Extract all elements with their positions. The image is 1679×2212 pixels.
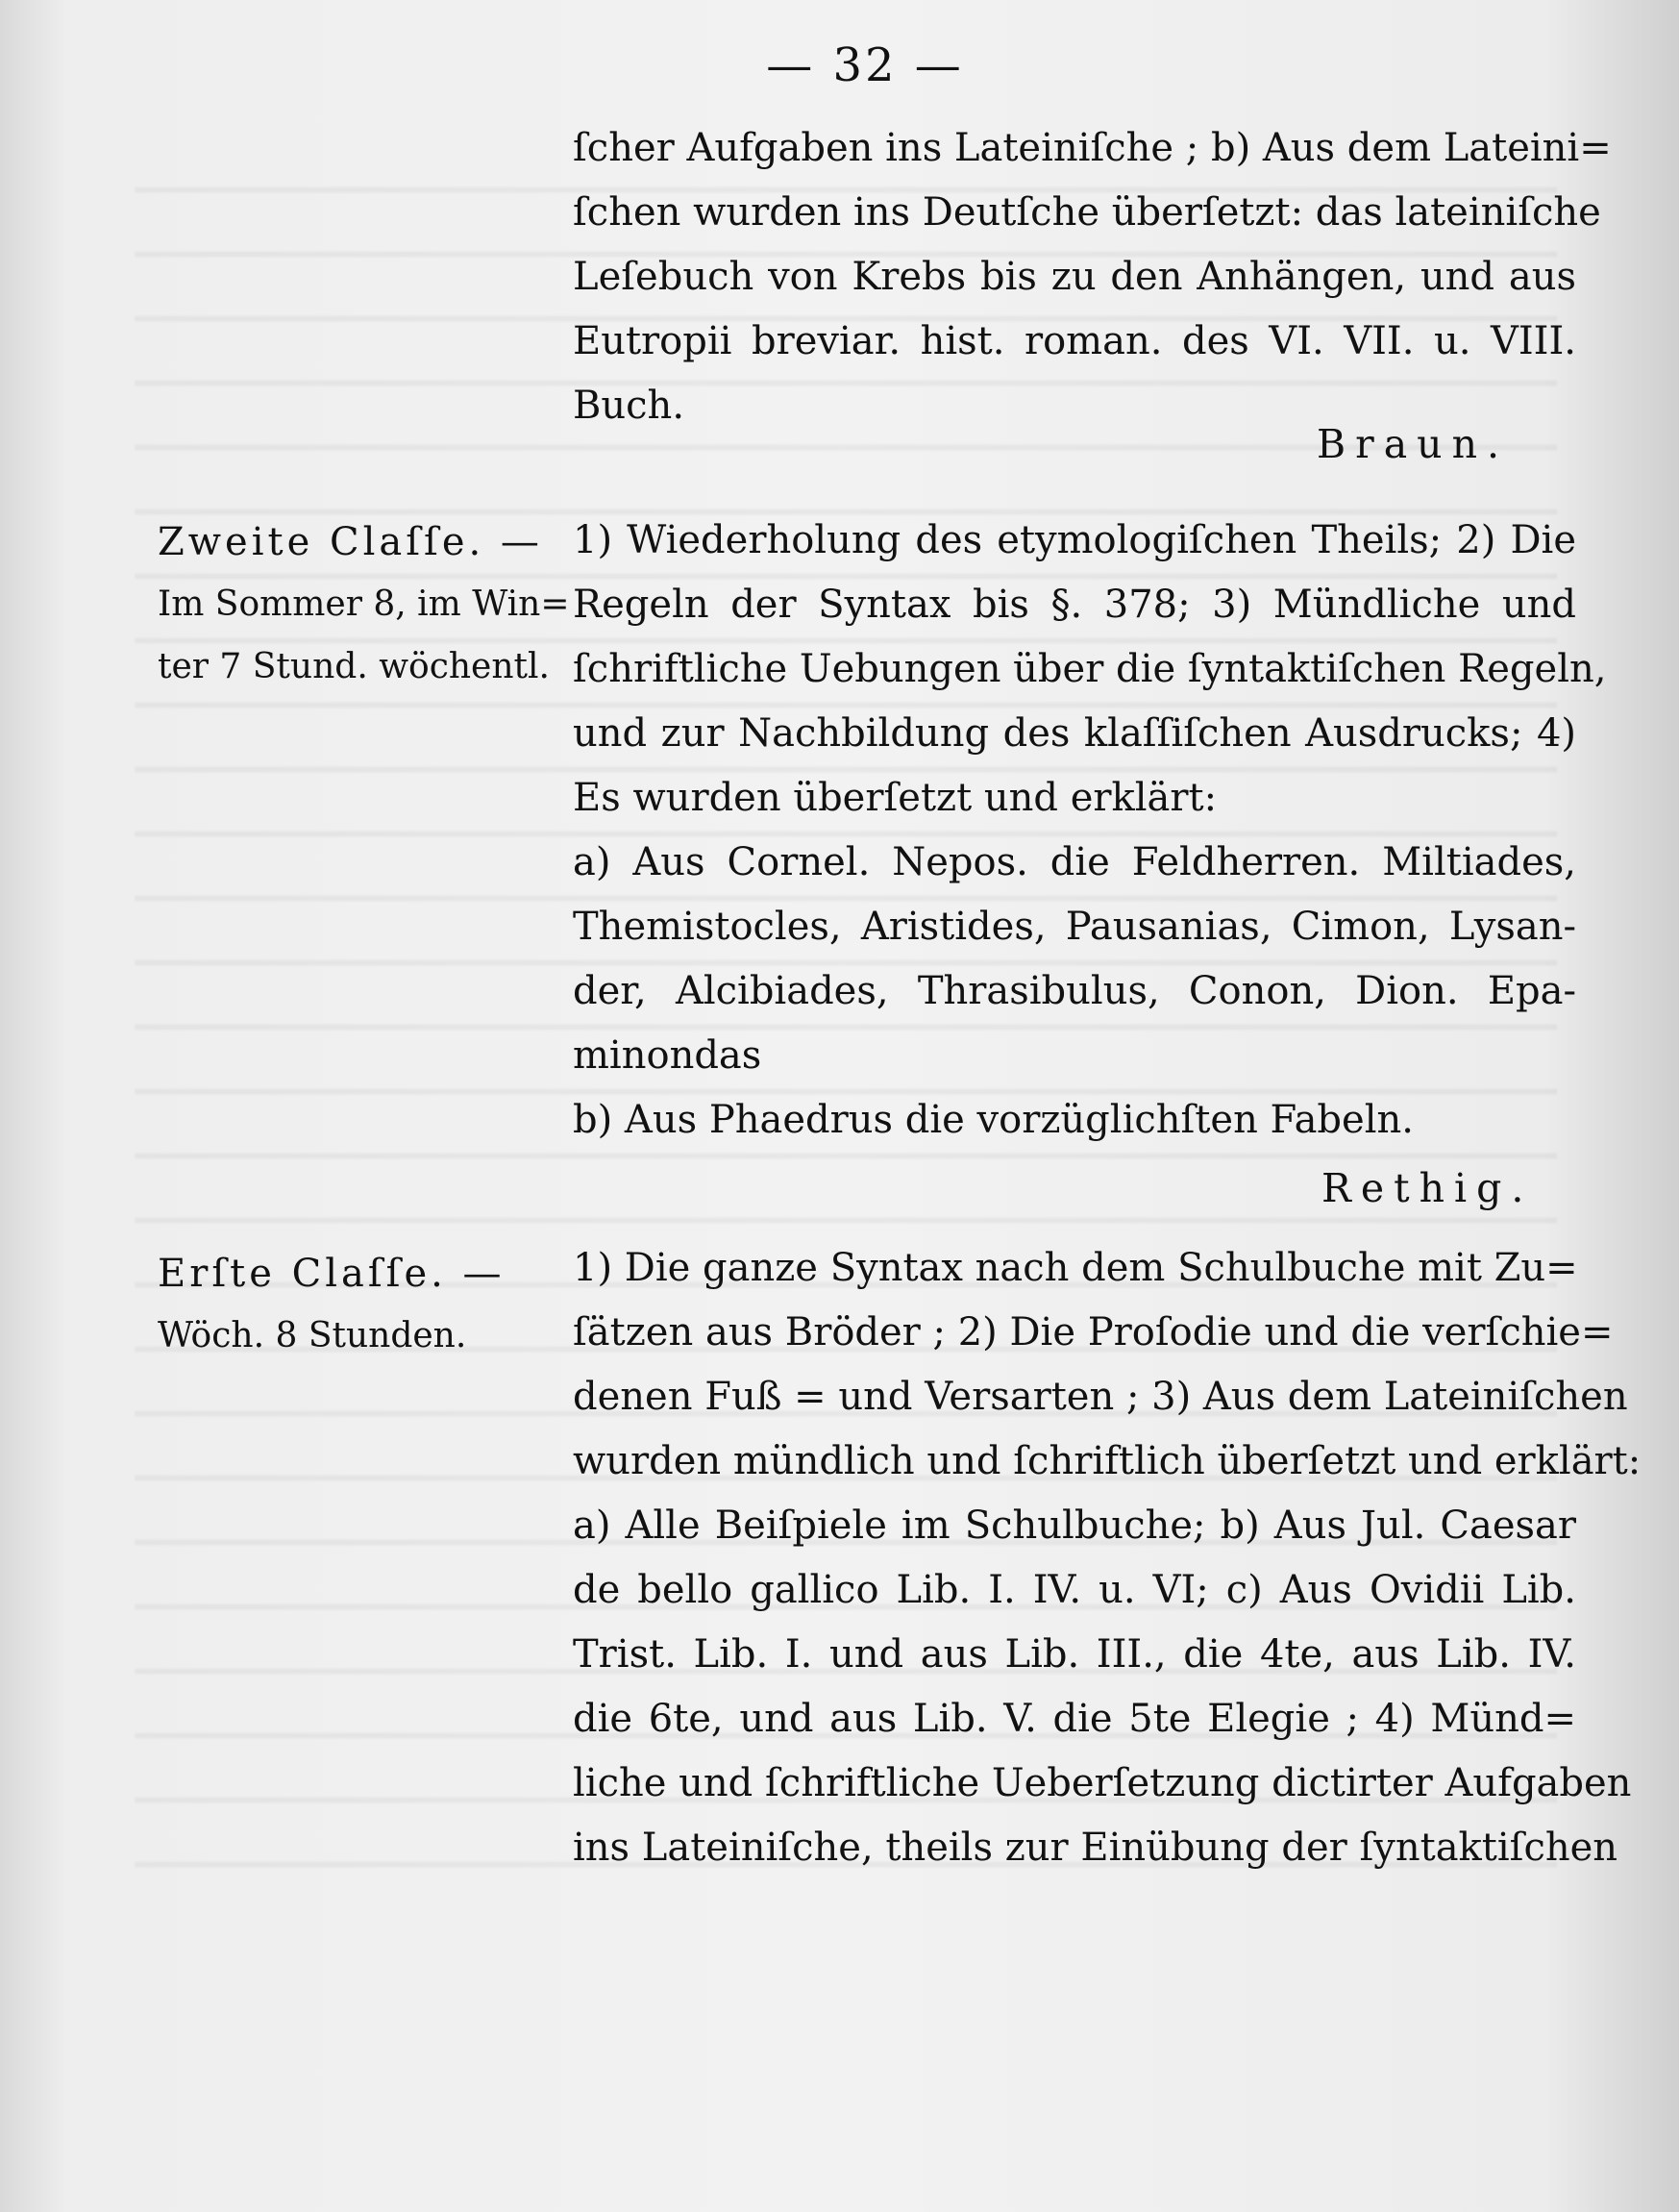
text-line: Trist. Lib. I. und aus Lib. III., die 4te, aus Lib. IV. — [573, 1632, 1576, 1677]
text-line: 1) Wiederholung des etymologiſchen Theils; 2) Die — [573, 518, 1576, 562]
side-note: Wöch. 8 Stunden. — [158, 1316, 467, 1355]
text-line: Leſebuch von Krebs bis zu den Anhängen, und aus — [573, 255, 1576, 299]
page-number: — 32 — — [766, 38, 964, 92]
text-line: Buch. — [573, 384, 685, 428]
text-line: ſchen wurden ins Deutſche überſetzt: das lateiniſche — [573, 190, 1601, 235]
text-line: Es wurden überſetzt und erklärt: — [573, 776, 1218, 820]
side-heading: Erſte Claſſe. — — [158, 1252, 506, 1296]
text-line: ſätzen aus Bröder ; 2) Die Proſodie und die verſchie= — [573, 1310, 1614, 1355]
text-line: Regeln der Syntax bis §. 378; 3) Mündliche und — [573, 583, 1576, 627]
text-line: ſchriftliche Uebungen über die ſyntaktiſchen Regeln, — [573, 647, 1607, 691]
text-line: a) Alle Beiſpiele im Schulbuche; b) Aus Jul. Caesar — [573, 1504, 1576, 1548]
text-line: ins Lateiniſche, theils zur Einübung der ſyntaktiſchen — [573, 1826, 1618, 1870]
text-line: minondas — [573, 1033, 762, 1078]
text-line: der, Alcibiades, Thrasibulus, Conon, Dion. Epa- — [573, 969, 1576, 1013]
text-line: Eutropii breviar. hist. roman. des VI. VII. u. VIII. — [573, 319, 1576, 363]
text-line: wurden mündlich und ſchriftlich überſetzt und erklärt: — [573, 1439, 1642, 1483]
side-heading: Zweite Claſſe. — — [158, 520, 543, 564]
text-line: b) Aus Phaedrus die vorzüglichſten Fabeln. — [573, 1098, 1414, 1142]
text-line: Themistocles, Aristides, Pausanias, Cimon, Lysan- — [573, 905, 1576, 949]
signature-rethig: Rethig. — [1321, 1165, 1534, 1211]
text-line: die 6te, und aus Lib. V. die 5te Elegie ; 4) Münd= — [573, 1697, 1576, 1741]
text-line: 1) Die ganze Syntax nach dem Schulbuche mit Zu= — [573, 1246, 1578, 1290]
side-note: ter 7 Stund. wöchentl. — [158, 647, 550, 686]
text-line: liche und ſchriftliche Ueberſetzung dictirter Aufgaben — [573, 1761, 1632, 1805]
text-line: denen Fuß = und Versarten ; 3) Aus dem Lateiniſchen — [573, 1375, 1628, 1419]
text-line: de bello gallico Lib. I. IV. u. VI; c) Aus Ovidii Lib. — [573, 1568, 1576, 1612]
signature-braun: Braun. — [1317, 421, 1510, 467]
side-note: Im Sommer 8, im Win= — [158, 584, 570, 624]
text-line: und zur Nachbildung des klaſſiſchen Ausdrucks; 4) — [573, 711, 1576, 756]
text-line: ſcher Aufgaben ins Lateiniſche ; b) Aus dem Lateini= — [573, 126, 1612, 170]
text-line: a) Aus Cornel. Nepos. die Feldherren. Miltiades, — [573, 840, 1576, 884]
